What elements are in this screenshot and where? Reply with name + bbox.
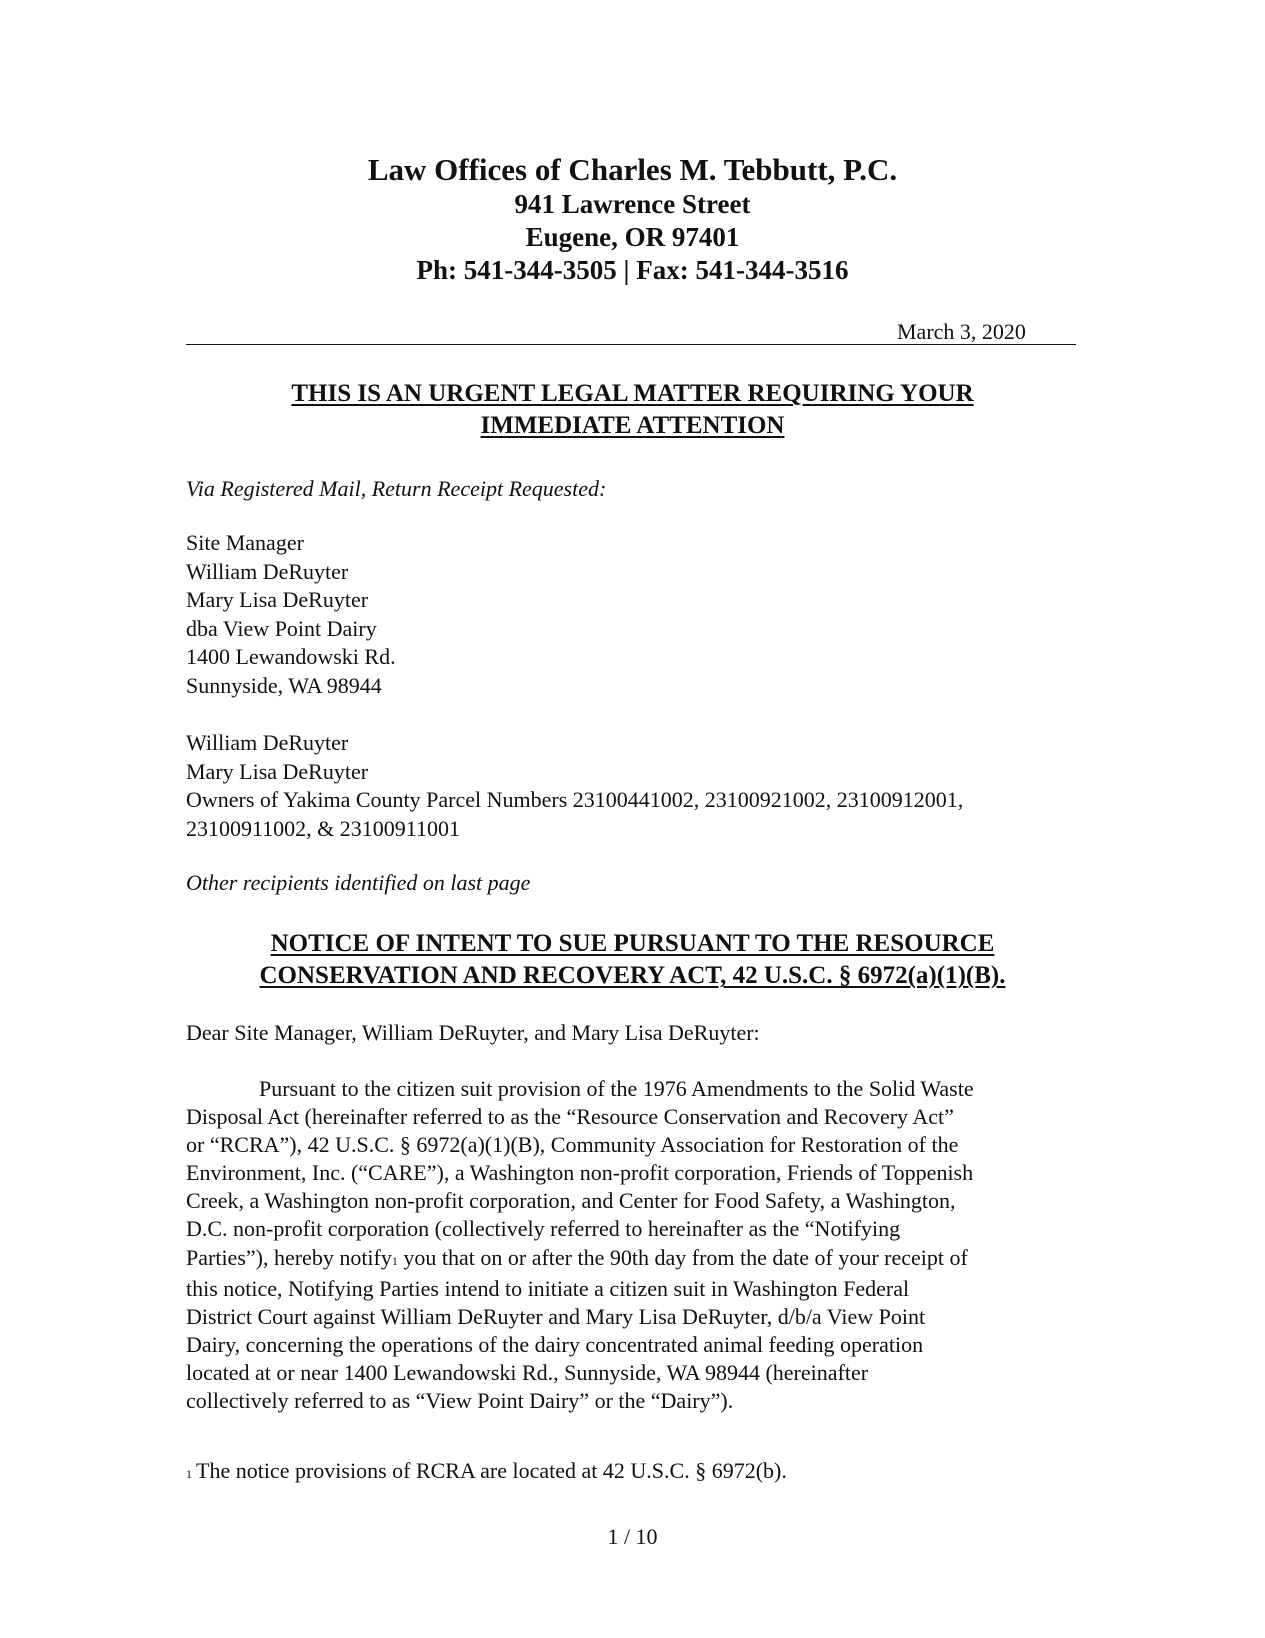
urgent-heading-line-1: THIS IS AN URGENT LEGAL MATTER REQUIRING YOUR <box>291 380 974 407</box>
body-line: Pursuant to the citizen suit provision of the 1976 Amendments to the Solid Waste <box>259 1076 974 1101</box>
other-recipients-note: Other recipients identified on last page <box>186 870 531 895</box>
letterhead-street: 941 Lawrence Street <box>514 189 751 219</box>
body-line <box>186 1244 1086 1275</box>
body-line: this notice, Notifying Parties intend to initiate a citizen suit in Washington Federal <box>186 1275 910 1301</box>
body-line: Dairy, concerning the operations of the dairy concentrated animal feeding operation <box>186 1331 924 1357</box>
recipient-1-line: Site Manager <box>186 530 304 555</box>
notice-heading <box>0 928 1265 992</box>
notice-heading-line-2: CONSERVATION AND RECOVERY ACT, 42 U.S.C. § 6972(a)(1)(B). <box>259 962 1006 989</box>
footnote-mark: 1 <box>186 1467 192 1481</box>
body-line: collectively referred to as “View Point Dairy” or the “Dairy”). <box>186 1388 734 1414</box>
body-line: or “RCRA”), 42 U.S.C. § 6972(a)(1)(B), Community Association for Restoration of the <box>186 1132 959 1158</box>
urgent-heading-line-2: IMMEDIATE ATTENTION <box>480 412 785 439</box>
date-rule-divider <box>186 344 1076 345</box>
recipient-2-line: Mary Lisa DeRuyter <box>186 758 369 784</box>
letterhead-city: Eugene, OR 97401 <box>525 222 740 252</box>
recipient-2-line: William DeRuyter <box>186 730 349 755</box>
recipient-2-line: Owners of Yakima County Parcel Numbers 23100441002, 23100921002, 23100912001, <box>186 787 964 812</box>
recipient-2-line: 23100911002, & 23100911001 <box>186 815 460 841</box>
recipient-block-1 <box>186 529 396 700</box>
body-line: Creek, a Washington non-profit corporation, and Center for Food Safety, a Washington, <box>186 1188 956 1214</box>
urgent-heading <box>0 378 1265 442</box>
body-paragraph <box>186 1075 1086 1415</box>
recipient-1-line: Sunnyside, WA 98944 <box>186 672 382 698</box>
delivery-method: Via Registered Mail, Return Receipt Requested: <box>186 476 607 501</box>
letterhead-firm-name: Law Offices of Charles M. Tebbutt, P.C. <box>367 152 898 187</box>
recipient-1-line: Mary Lisa DeRuyter <box>186 587 369 612</box>
body-line-segment: you that on or after the 90th day from the date of your receipt of <box>397 1244 968 1270</box>
body-line: Environment, Inc. (“CARE”), a Washington non-profit corporation, Friends of Toppenish <box>186 1160 974 1186</box>
body-line: located at or near 1400 Lewandowski Rd., Sunnyside, WA 98944 (hereinafter <box>186 1359 869 1385</box>
letterhead-phone-fax: Ph: 541-344-3505 | Fax: 541-344-3516 <box>416 255 849 285</box>
notice-heading-line-1: NOTICE OF INTENT TO SUE PURSUANT TO THE RESOURCE <box>270 930 995 957</box>
footnote-reference: 1 <box>391 1253 398 1268</box>
body-line: District Court against William DeRuyter and Mary Lisa DeRuyter, d/b/a View Point <box>186 1303 926 1329</box>
letter-date: March 3, 2020 <box>897 319 1026 344</box>
recipient-1-line: dba View Point Dairy <box>186 615 377 641</box>
recipient-1-line: 1400 Lewandowski Rd. <box>186 644 396 669</box>
footnote-text: The notice provisions of RCRA are located at 42 U.S.C. § 6972(b). <box>196 1458 787 1483</box>
recipient-block-2 <box>186 729 963 843</box>
body-line: Disposal Act (hereinafter referred to as the “Resource Conservation and Recovery Act” <box>186 1104 954 1130</box>
footnote <box>186 1460 787 1482</box>
body-line-segment: Parties”), hereby notify <box>186 1244 392 1270</box>
recipient-1-line: William DeRuyter <box>186 558 349 584</box>
page-number: 1 / 10 <box>607 1524 658 1549</box>
body-line: D.C. non-profit corporation (collectively referred to hereinafter as the “Notifying <box>186 1216 901 1242</box>
salutation: Dear Site Manager, William DeRuyter, and Mary Lisa DeRuyter: <box>186 1020 760 1045</box>
